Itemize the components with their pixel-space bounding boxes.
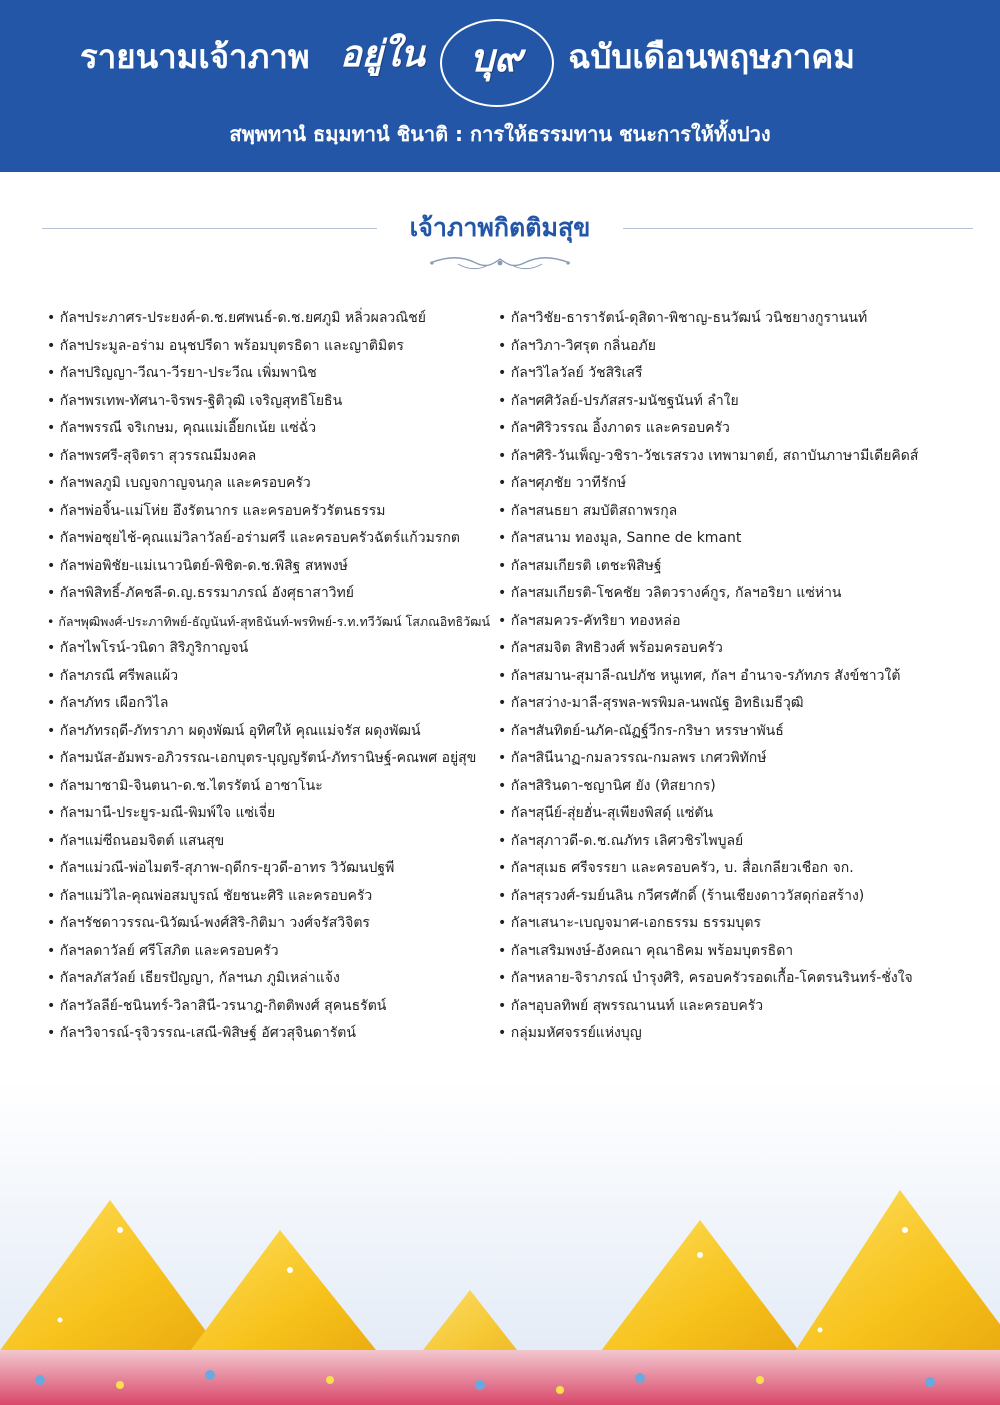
donor-list-right xyxy=(498,305,968,1048)
donor-entry: • กัลฯสมาน-สุมาลี-ณปภัช หนูเทศ, กัลฯ อำนาจ-รภัทภร สังข์ชาวใต้ xyxy=(498,663,968,691)
donor-entry: • กัลฯลดาวัลย์ ศรีโสภิต และครอบครัว xyxy=(47,938,499,966)
title-right: ฉบับเดือนพฤษภาคม xyxy=(568,37,856,76)
donor-entry: • กัลฯพรเทพ-ทัศนา-จิรพร-ฐิติวุฒิ เจริญสุทธิโยธิน xyxy=(47,388,499,416)
donor-entry: • กัลฯภัทรฤดี-ภัทราภา ผดุงพัฒน์ อุทิศให้ คุณแม่จรัส ผดุงพัฒน์ xyxy=(47,718,499,746)
donor-entry: • กัลฯสินีนาฏ-กมลวรรณ-กมลพร เกศวพิทักษ์ xyxy=(498,745,968,773)
donor-entry: • กัลฯภัทร เผือกวิไล xyxy=(47,690,499,718)
donor-entry: • กัลฯไพโรน์-วนิดา สิริภูริกาญจน์ xyxy=(47,635,499,663)
donor-entry: • กัลฯมนัส-อัมพร-อภิวรรณ-เอกบุตร-บุญญรัตน์-ภัทรานิษฐ์-คณพศ อยู่สุข xyxy=(47,745,499,773)
donor-entry: • กัลฯสมเกียรติ เตชะพิสิษฐ์ xyxy=(498,553,968,581)
subtitle: สพฺพทานํ ธมฺมทานํ ชินาติ : การให้ธรรมทาน ชนะการให้ทั้งปวง xyxy=(229,122,771,146)
donor-entry: • กัลฯภรณี ศรีพลแผ้ว xyxy=(47,663,499,691)
donor-entry: • กัลฯพุฒิพงศ์-ประภาทิพย์-ธัญนันท์-สุทธินันท์-พรทิพย์-ร.ท.ทวีวัฒน์ โสภณอิทธิวัฒน์ xyxy=(47,608,499,636)
donor-entry: • กัลฯมาซามิ-จินตนา-ด.ช.ไตรรัตน์ อาซาโนะ xyxy=(47,773,499,801)
donor-entry: • กัลฯสมเกียรติ-โชคชัย วลิตวรางค์กูร, กัลฯอริยา แซ่ห่าน xyxy=(498,580,968,608)
donor-entry: • กลุ่มมหัศจรรย์แห่งบุญ xyxy=(498,1020,968,1048)
donor-entry: • กัลฯวัลลีย์-ชนินทร์-วิลาสินี-วรนาฎ-กิตติพงศ์ สุคนธรัตน์ xyxy=(47,993,499,1021)
donor-entry: • กัลฯเสนาะ-เบญจมาศ-เอกธรรม ธรรมบุตร xyxy=(498,910,968,938)
donor-entry: • กัลฯสันทิตย์-นภัค-ณัฏฐ์วีกร-กริษา หรรษาพันธ์ xyxy=(498,718,968,746)
donor-entry: • กัลฯศศิวัลย์-ปรภัสสร-มนัชฐนันท์ ลำใย xyxy=(498,388,968,416)
section-title: เจ้าภาพกิตติมสุข xyxy=(409,213,591,242)
donor-entry: • กัลฯประมูล-อร่าม อนุชปรีดา พร้อมบุตรธิดา และญาติมิตร xyxy=(47,333,499,361)
donor-entry: • กัลฯปริญญา-วีณา-วีรยา-ประวีณ เพิ่มพานิช xyxy=(47,360,499,388)
donor-entry: • กัลฯมานี-ประยูร-มณี-พิมพ์ใจ แซ่เจี่ย xyxy=(47,800,499,828)
donor-entry: • กัลฯสมควร-คัทริยา ทองหล่อ xyxy=(498,608,968,636)
donor-entry: • กัลฯวิชัย-ธารารัตน์-ดุสิดา-พิชาญ-ธนวัฒน์ วนิชยางกูรานนท์ xyxy=(498,305,968,333)
title-left: รายนามเจ้าภาพ xyxy=(80,37,310,76)
donor-entry: • กัลฯศิริ-วันเพ็ญ-วชิรา-วัชเรสรวง เทพามาตย์, สถาบันภาษามีเดียคิดส์ xyxy=(498,443,968,471)
magazine-logo-number: บุ๙ xyxy=(470,35,522,80)
donor-entry: • กัลฯวิจารณ์-รุจิวรรณ-เสณี-พิสิษฐ์ อัศวสุจินดารัตน์ xyxy=(47,1020,499,1048)
donor-entry: • กัลฯสมจิต สิทธิวงศ์ พร้อมครอบครัว xyxy=(498,635,968,663)
donor-entry: • กัลฯสุรวงศ์-รมย์นลิน กวีศรศักดิ์ (ร้านเชียงดาววัสดุก่อสร้าง) xyxy=(498,883,968,911)
donor-entry: • กัลฯอุบลทิพย์ สุพรรณานนท์ และครอบครัว xyxy=(498,993,968,1021)
donor-entry: • กัลฯสนาม ทองมูล, Sanne de kmant xyxy=(498,525,968,553)
donor-entry: • กัลฯพ่อจิ้น-แม่โห่ย อึงรัตนากร และครอบครัวรัตนธรรม xyxy=(47,498,499,526)
donor-entry: • กัลฯรัชดาวรรณ-นิวัฒน์-พงศ์สิริ-กิติมา วงศ์จรัสวิจิตร xyxy=(47,910,499,938)
donor-entry: • กัลฯประภาศร-ประยงค์-ด.ช.ยศพนธ์-ด.ช.ยศภูมิ หลิ่วผลวณิชย์ xyxy=(47,305,499,333)
donor-entry: • กัลฯพ่อพิชัย-แม่เนาวนิตย์-พิชิต-ด.ช.พิสิฐ สหพงษ์ xyxy=(47,553,499,581)
donor-entry: • กัลฯแม่วณี-พ่อไมตรี-สุภาพ-ฤดีกร-ยุวดี-อาทร วิวัฒนปฐพี xyxy=(47,855,499,883)
donor-entry: • กัลฯศิริวรรณ อิ้งภาดร และครอบครัว xyxy=(498,415,968,443)
magazine-logo-script: อยู่ใน xyxy=(340,33,425,75)
donor-entry: • กัลฯศุภชัย วาทีรักษ์ xyxy=(498,470,968,498)
donor-entry: • กัลฯสนธยา สมบัติสถาพรกุล xyxy=(498,498,968,526)
donor-entry: • กัลฯเสริมพงษ์-อังคณา คุณาธิคม พร้อมบุตรธิดา xyxy=(498,938,968,966)
donor-entry: • กัลฯพิสิทธิ์-ภัคชลี-ด.ญ.ธรรมาภรณ์ อังศุธาสาวิทย์ xyxy=(47,580,499,608)
pagoda-scene-image xyxy=(0,1080,1000,1405)
header-banner xyxy=(0,0,1000,172)
donor-entry: • กัลฯแม่ซีถนอมจิตต์ แสนสุข xyxy=(47,828,499,856)
donor-entry: • กัลฯวิไลวัลย์ วัชสิริเสรี xyxy=(498,360,968,388)
donor-entry: • กัลฯสุเมธ ศรีจรรยา และครอบครัว, บ. สื่อเกลียวเชือก จก. xyxy=(498,855,968,883)
donor-list-left xyxy=(47,305,499,1048)
donor-entry: • กัลฯพลภูมิ เบญจกาญจนกุล และครอบครัว xyxy=(47,470,499,498)
donor-entry: • กัลฯสิรินดา-ชญานิศ ยัง (ทิสยากร) xyxy=(498,773,968,801)
donor-entry: • กัลฯสุภาวดี-ด.ช.ณภัทร เลิศวชิรไพบูลย์ xyxy=(498,828,968,856)
donor-entry: • กัลฯลภัสวัลย์ เธียรปัญญา, กัลฯนภ ภูมิเหล่าแจ้ง xyxy=(47,965,499,993)
donor-entry: • กัลฯสว่าง-มาลี-สุรพล-พรพิมล-นพณัฐ อิทธิเมธีวุฒิ xyxy=(498,690,968,718)
donor-entry: • กัลฯหลาย-จิราภรณ์ บำรุงศิริ, ครอบครัวรอดเกื้อ-โคตรนรินทร์-ชั่งใจ xyxy=(498,965,968,993)
donor-entry: • กัลฯแม่วิไล-คุณพ่อสมบูรณ์ ชัยชนะศิริ และครอบครัว xyxy=(47,883,499,911)
ornament-icon xyxy=(428,252,572,274)
donor-entry: • กัลฯพรศรี-สุจิตรา สุวรรณมีมงคล xyxy=(47,443,499,471)
donor-entry: • กัลฯวิภา-วิศรุต กลิ่นอภัย xyxy=(498,333,968,361)
donor-entry: • กัลฯพรรณี จริเกษม, คุณแม่เอี๊ยกเน้ย แซ่ฉั่ว xyxy=(47,415,499,443)
donor-entry: • กัลฯสุนีย์-สุ่ยฮั่น-สุเพียงพิสดุ์ แซ่ตัน xyxy=(498,800,968,828)
donor-entry: • กัลฯพ่อซุยไช้-คุณแม่วิลาวัลย์-อร่ามศรี และครอบครัวฉัตร์แก้วมรกต xyxy=(47,525,499,553)
